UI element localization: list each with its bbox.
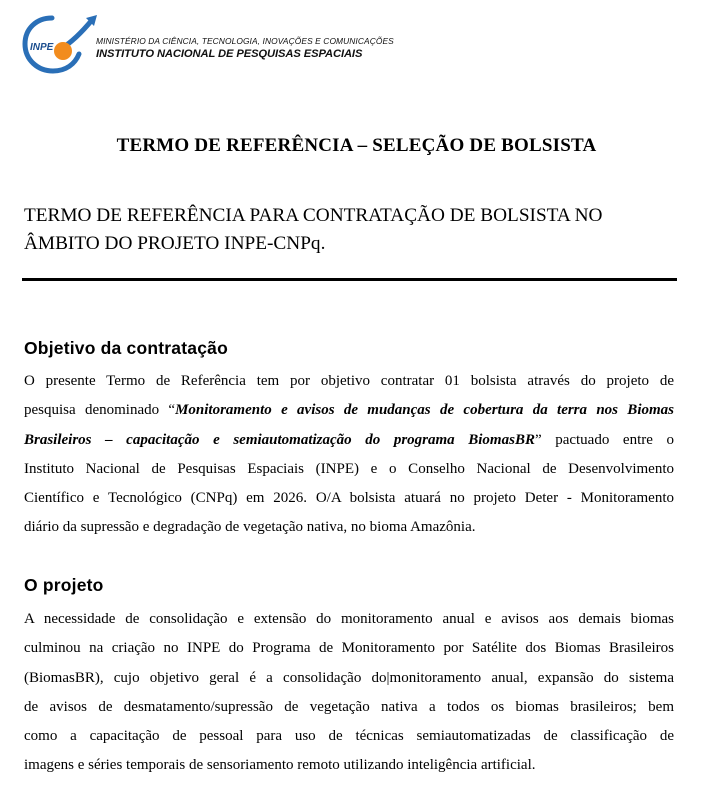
paragraph-line: culminou na criação no INPE do Programa de Monitoramento por Satélite dos Biomas Brasileiros bbox=[24, 640, 674, 657]
institution-name-block bbox=[96, 36, 394, 61]
project-name-emphasis: Brasileiros – capacitação e semiautomatização do programa BiomasBR bbox=[24, 431, 535, 448]
paragraph-line: Instituto Nacional de Pesquisas Espaciais (INPE) e o Conselho Nacional de Desenvolvimento bbox=[24, 460, 674, 477]
subtitle-line: TERMO DE REFERÊNCIA PARA CONTRATAÇÃO DE BOLSISTA NO bbox=[24, 205, 603, 226]
logo-sun bbox=[54, 42, 72, 60]
paragraph-line: de avisos de desmatamento/supressão de vegetação nativa a todos os biomas brasileiros; bem bbox=[24, 698, 674, 715]
paragraph-line: como a capacitação de pessoal para uso de técnicas semiautomatizadas de classificação de bbox=[24, 728, 674, 745]
project-name-emphasis: Monitoramento e avisos de mudanças de cobertura da terra nos Biomas bbox=[175, 402, 674, 419]
paragraph-line: diário da supressão e degradação de vegetação nativa, no bioma Amazônia. bbox=[24, 519, 476, 536]
section-heading-objetivo: Objetivo da contratação bbox=[24, 338, 228, 358]
paragraph-line: imagens e séries temporais de sensoriamento remoto utilizando inteligência artificial. bbox=[24, 757, 536, 774]
paragraph-line: Brasileiros – capacitação e semiautomatização do programa BiomasBR” pactuado entre o bbox=[24, 431, 674, 448]
horizontal-divider bbox=[22, 278, 677, 281]
section-heading-projeto: O projeto bbox=[24, 575, 104, 595]
document-title: TERMO DE REFERÊNCIA – SELEÇÃO DE BOLSISTA bbox=[116, 135, 597, 156]
paragraph-line: pesquisa denominado “Monitoramento e avisos de mudanças de cobertura da terra nos Biomas bbox=[24, 402, 674, 419]
paragraph-line: Científico e Tecnológico (CNPq) em 2026. O/A bolsista atuará no projeto Deter - Monitoramento bbox=[24, 490, 674, 507]
paragraph-line: (BiomasBR), cujo objetivo geral é a consolidação do|monitoramento anual, expansão do sistema bbox=[24, 669, 674, 686]
ministry-name: MINISTÉRIO DA CIÊNCIA, TECNOLOGIA, INOVAÇÕES E COMUNICAÇÕES bbox=[96, 36, 394, 46]
paragraph-objetivo bbox=[24, 367, 674, 543]
document-subtitle bbox=[24, 202, 684, 258]
subtitle-line: ÂMBITO DO PROJETO INPE-CNPq. bbox=[24, 233, 326, 254]
inpe-logo bbox=[22, 14, 98, 74]
paragraph-line: A necessidade de consolidação e extensão do monitoramento anual e avisos aos demais biomas bbox=[24, 611, 674, 627]
institute-name: INSTITUTO NACIONAL DE PESQUISAS ESPACIAIS bbox=[96, 48, 363, 60]
paragraph-projeto bbox=[24, 605, 674, 781]
letterhead bbox=[22, 14, 394, 74]
paragraph-line: O presente Termo de Referência tem por objetivo contratar 01 bolsista através do projeto de bbox=[24, 373, 674, 389]
logo-wordmark: INPE bbox=[30, 42, 54, 53]
